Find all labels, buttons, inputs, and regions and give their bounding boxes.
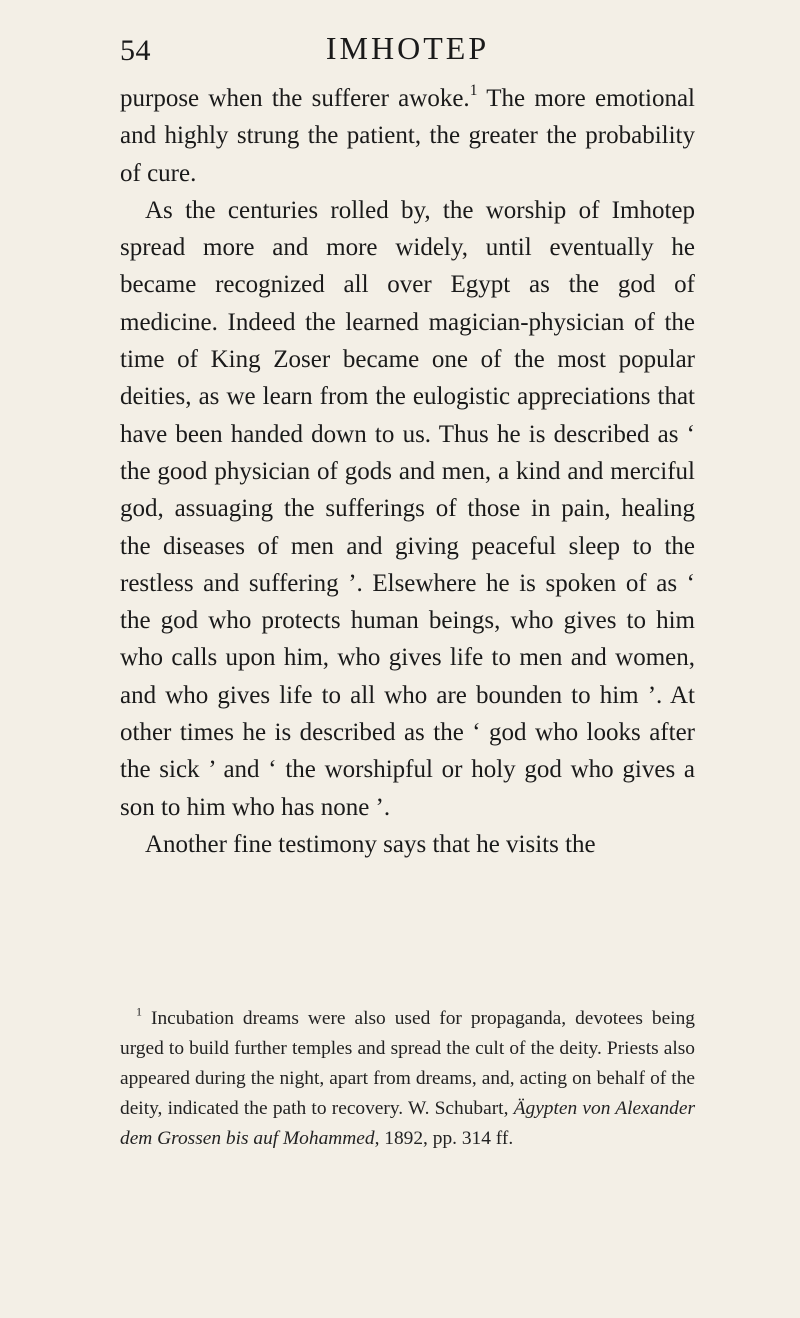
paragraph: As the centuries rolled by, the worship of Imhotep spread more and more widely, until eventually he became recognized all over Egypt as the god of medicine. Indeed the learned magician-physician of the time of King Zoser became one of the most popular deities, as we learn from the eulogistic appreciations that have been handed down to us. Thus he is described as ‘ the good physician of gods and men, a kind and merciful god, assuaging the sufferings of those in pain, healing the diseases of men and giving peaceful sleep to the restless and suffering ’. Elsewhere he is spoken of as ‘ the god who protects human beings, who gives to him who calls upon him, who gives life to men and women, and who gives life to all who are bounden to him ’. At other times he is described as the ‘ god who looks after the sick ’ and ‘ the worshipful or holy god who gives a son to him who has none ’. [120,196,695,821]
running-title: IMHOTEP [325,30,490,66]
footnotes [120,1004,695,1154]
paragraph-text: purpose when the sufferer awoke. [120,85,470,112]
footnote-citation: , 1892, pp. 314 ff. [374,1128,514,1149]
footnote-reference: 1 [469,82,478,100]
footnote-marker: 1 [136,1004,143,1019]
paragraph: Another fine testimony says that he visits the [145,830,596,858]
paragraph-continued [120,80,695,192]
running-head [120,30,695,74]
footnote-text: Incubation dreams were also used for propaganda, devotees being urged to build further temples and spread the cult of the deity. Priests also appeared during the night, apart from dreams, and, acting on behalf of the deity, indicated the path to recovery. W. Schubart, [120,1008,695,1119]
page-number: 54 [120,34,151,67]
footnote-book-title: Ägypten von Alexander dem Grossen bis auf Mohammed [120,1098,695,1149]
body-text [120,80,695,863]
paragraph-text: The more emotional and highly strung the patient, the greater the probability of cure. [120,85,695,187]
footnote [120,1004,695,1154]
